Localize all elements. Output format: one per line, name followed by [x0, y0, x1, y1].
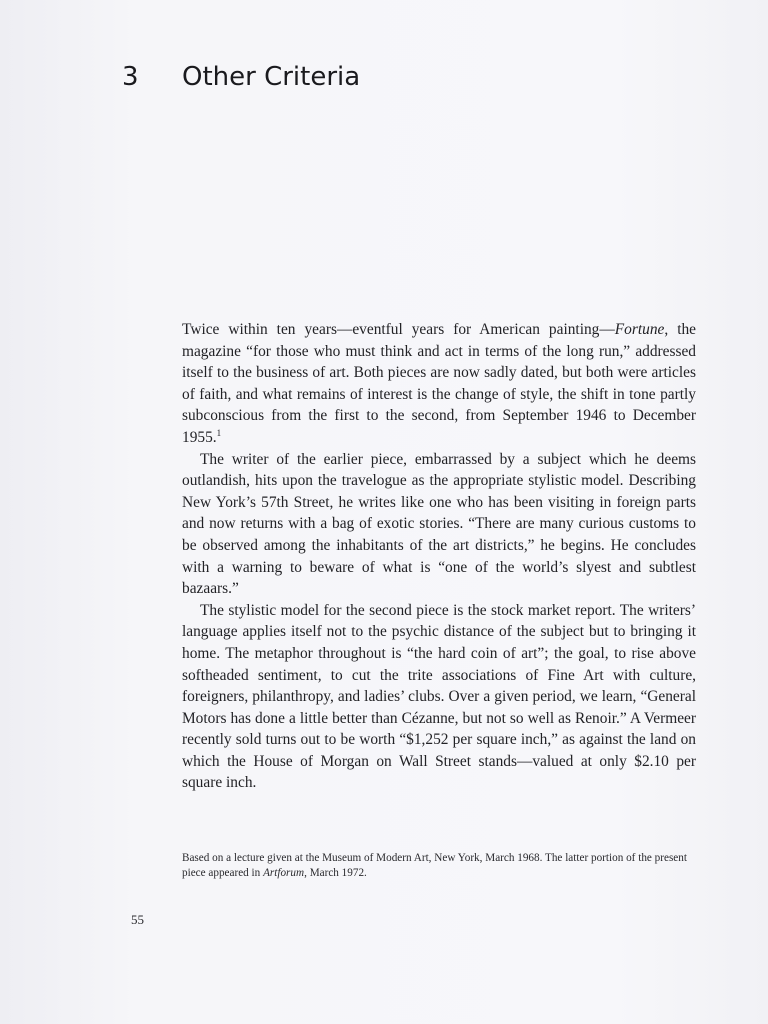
paragraph-1 — [182, 319, 696, 449]
footnote-reference: 1 — [216, 427, 222, 438]
footnote-text-b: , March 1972. — [304, 867, 367, 879]
body-text — [182, 319, 696, 794]
paragraph-1-text-b: , the magazine “for those who must think and act in terms of the long run,” addressed itself to the business of art. Both pieces are now sadly dated, but both were articles of faith, and what remains of interest is the change of style, the shift in tone partly subconscious from the first to the second, from September 1946 to December 1955. — [182, 321, 697, 446]
chapter-title: Other Criteria — [182, 62, 361, 92]
chapter-number: 3 — [122, 62, 139, 92]
footnote-italic: Artforum — [263, 867, 305, 879]
footnote-text-a: Based on a lecture given at the Museum of Modern Art, New York, March 1968. The latter portion of the present piece appeared in — [182, 852, 687, 879]
paragraph-2: The writer of the earlier piece, embarrassed by a subject which he deems outlandish, hits upon the travelogue as the appropriate stylistic model. Describing New York’s 57th Street, he writes like one who has been visiting in foreign parts and now returns with a bag of exotic stories. “There are many curious customs to be observed among the inhabitants of the art districts,” he begins. He concludes with a warning to beware of what is “one of the world’s slyest and subtlest bazaars.” — [182, 450, 696, 598]
footnote — [182, 851, 696, 881]
paragraph-3: The stylistic model for the second piece is the stock market report. The writers’ language applies itself not to the psychic distance of the subject but to bringing it home. The metaphor throughout is “the hard coin of art”; the goal, to rise above softheaded sentiment, to cut the trite associations of Fine Art with culture, foreigners, philanthropy, and ladies’ clubs. Over a given period, we learn, “General Motors has done a little better than Cézanne, but not so well as Renoir.” A Vermeer recently sold turns out to be worth “$1,252 per square inch,” as against the land on which the House of Morgan on Wall Street stands—valued at only $2.10 per square inch. — [182, 601, 696, 792]
page-number: 55 — [131, 912, 144, 927]
chapter-heading — [122, 62, 360, 92]
paragraph-1-text-a: Twice within ten years—eventful years for American painting— — [182, 321, 615, 338]
magazine-title: Fortune — [614, 321, 665, 338]
